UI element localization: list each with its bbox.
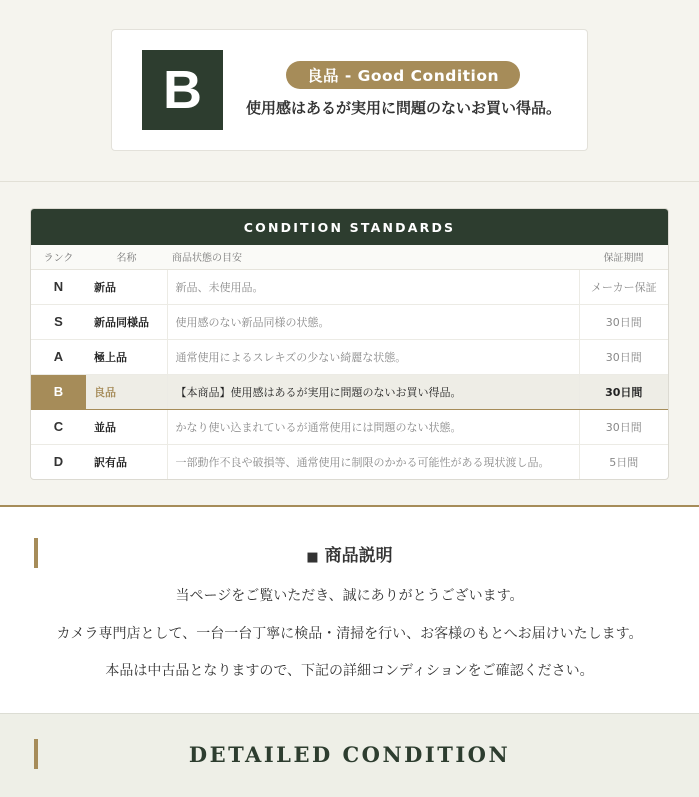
table-header-row: [31, 245, 668, 269]
row-name: 良品: [86, 374, 167, 409]
rank-letter: B: [142, 50, 223, 130]
header-description: 商品状態の目安: [167, 245, 579, 269]
row-name: 訳有品: [86, 444, 167, 479]
condition-standards-table: [30, 208, 669, 480]
description-line: 本品は中古品となりますので、下記の詳細コンディションをご確認ください。: [105, 663, 594, 679]
square-bullet-icon: ■: [306, 550, 319, 565]
product-description-heading: [0, 541, 699, 566]
row-warranty: 30日間: [579, 409, 668, 444]
description-line: 当ページをご覧いただき、誠にありがとうございます。: [175, 588, 524, 604]
row-warranty: メーカー保証: [579, 269, 668, 304]
description-line: カメラ専門店として、一台一台丁寧に検品・清掃を行い、お客様のもとへお届けいたします。: [56, 626, 643, 642]
detailed-condition-section: [0, 713, 699, 797]
row-name: 新品: [86, 269, 167, 304]
row-rank: S: [31, 304, 86, 339]
table-row-current: [31, 374, 668, 409]
row-name: 新品同様品: [86, 304, 167, 339]
rank-summary-section: [0, 0, 699, 182]
header-name: 名称: [86, 245, 167, 269]
row-rank: C: [31, 409, 86, 444]
header-rank: ランク: [31, 245, 86, 269]
row-description: 新品、未使用品。: [167, 269, 579, 304]
row-name: 極上品: [86, 339, 167, 374]
row-warranty: 30日間: [579, 374, 668, 409]
product-description-section: [0, 505, 699, 713]
table-row: [31, 269, 668, 304]
table-row: [31, 444, 668, 479]
row-name: 並品: [86, 409, 167, 444]
product-description-title: 商品説明: [324, 546, 393, 566]
row-rank: A: [31, 339, 86, 374]
rank-badge: 良品 - Good Condition: [286, 61, 520, 89]
table-row: [31, 409, 668, 444]
table-title: CONDITION STANDARDS: [31, 209, 668, 245]
row-description: かなり使い込まれているが通常使用には問題のない状態。: [167, 409, 579, 444]
detailed-condition-heading: DETAILED CONDITION: [188, 742, 511, 767]
row-rank: D: [53, 454, 64, 470]
row-rank: N: [31, 269, 86, 304]
row-warranty: 30日間: [579, 339, 668, 374]
row-description: 一部動作不良や破損等、通常使用に制限のかかる可能性がある現状渡し品。: [167, 444, 579, 479]
rank-card: [111, 29, 588, 151]
row-rank: B: [31, 374, 86, 409]
row-warranty: 30日間: [579, 304, 668, 339]
table-row: [31, 339, 668, 374]
header-warranty: 保証期間: [579, 245, 668, 269]
row-description: 通常使用によるスレキズの少ない綺麗な状態。: [167, 339, 579, 374]
row-warranty: 5日間: [609, 455, 639, 469]
rank-description: 使用感はあるが実用に問題のないお買い得品。: [246, 99, 562, 117]
row-description: 【本商品】使用感はあるが実用に問題のないお買い得品。: [167, 374, 579, 409]
row-description: 使用感のない新品同様の状態。: [167, 304, 579, 339]
table-row: [31, 304, 668, 339]
condition-table: [31, 245, 668, 479]
